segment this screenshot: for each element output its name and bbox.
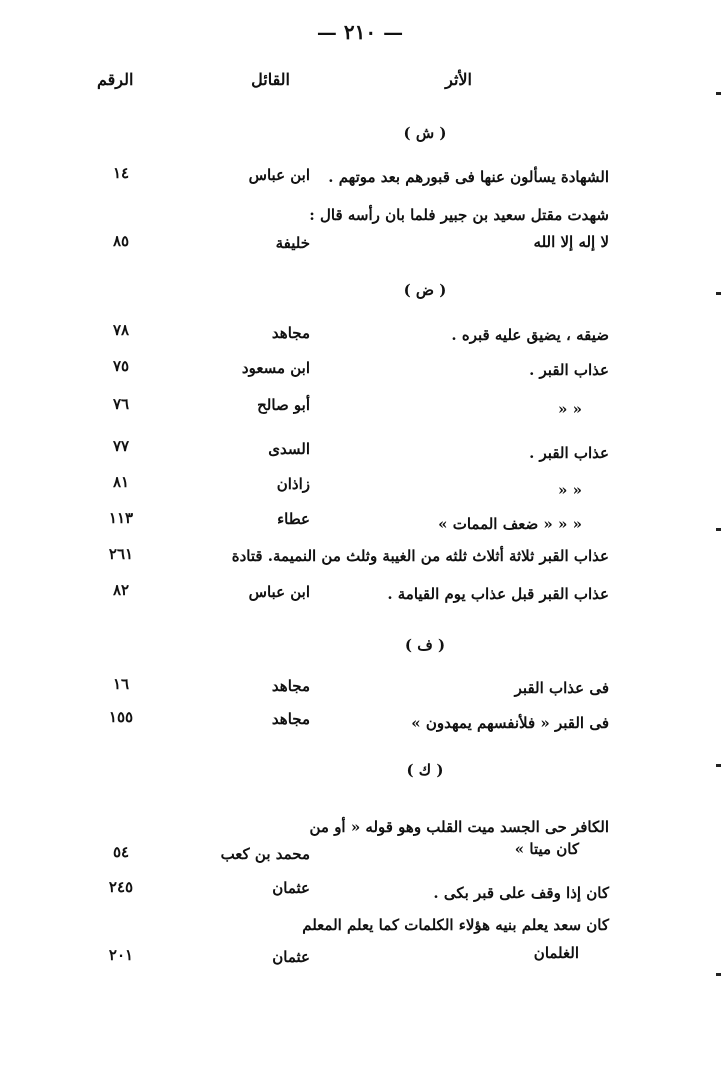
entry-qaail: ابن مسعود <box>241 359 310 377</box>
entry-raqm: ٢٦١ <box>108 545 134 563</box>
athar-line: « « <box>558 481 582 499</box>
scan-edge-mark <box>716 528 721 531</box>
entry-qaail: مجاهد <box>271 710 310 728</box>
scan-edge-mark <box>716 764 721 767</box>
athar-line: عذاب القبر قبل عذاب يوم القيامة . <box>387 585 609 603</box>
athar-line: ضيقه ، يضيق عليه قبره . <box>451 326 609 344</box>
entry-raqm: ١١٣ <box>108 509 134 527</box>
athar-line: كان سعد يعلم بنيه هؤلاء الكلمات كما يعلم المعلم <box>302 916 609 934</box>
entry-raqm: ١٦ <box>112 675 130 693</box>
entry-raqm: ٧٦ <box>112 395 130 413</box>
header-raqm: الرقم <box>97 70 134 89</box>
entry-athar <box>279 583 609 605</box>
scan-edge-mark <box>716 292 721 295</box>
section-letter-fa: ( ف ) <box>404 636 446 654</box>
athar-line: شهدت مقتل سعيد بن جبير فلما بان رأسه قال : <box>309 206 609 224</box>
entry-raqm: ٢٠١ <box>108 946 134 964</box>
entry-athar <box>279 882 609 904</box>
athar-line: « « <box>558 400 582 418</box>
entry-qaail: أبو صالح <box>257 396 310 414</box>
entry-qaail: عثمان <box>272 948 310 966</box>
entry-raqm: ٢٤٥ <box>108 878 134 896</box>
athar-line: عذاب القبر ثلاثة أثلاث ثلثه من الغيبة وثلث من النميمة. قتادة <box>231 547 609 565</box>
entry-raqm: ١٤ <box>112 164 130 182</box>
entry-raqm: ٧٥ <box>112 357 130 375</box>
entry-qaail: مجاهد <box>271 677 310 695</box>
entry-qaail: عطاء <box>277 510 310 528</box>
entry-raqm: ٧٧ <box>112 437 130 455</box>
entry-qaail: محمد بن كعب <box>220 845 310 863</box>
page-number: — ٢١٠ — <box>316 20 404 44</box>
entry-athar <box>279 712 609 734</box>
entry-athar <box>279 359 609 381</box>
entry-athar <box>279 677 609 699</box>
entry-athar <box>279 204 609 253</box>
entry-athar <box>279 166 609 188</box>
athar-line: فى القبر « فلأنفسهم يمهدون » <box>411 714 609 732</box>
entry-raqm: ١٥٥ <box>108 708 134 726</box>
athar-line: الشهادة يسألون عنها فى قبورهم بعد موتهم . <box>328 168 609 186</box>
entry-qaail: خليفة <box>275 234 310 252</box>
entry-raqm: ٨٢ <box>112 581 130 599</box>
entry-qaail: عثمان <box>272 879 310 897</box>
entry-qaail: زاذان <box>276 475 310 493</box>
scan-edge-mark <box>716 92 721 95</box>
athar-line: كان ميتا » <box>514 840 579 858</box>
entry-qaail: السدى <box>268 440 310 458</box>
entry-raqm: ٨٥ <box>112 232 130 250</box>
athar-line: عذاب القبر . <box>529 444 609 462</box>
athar-line: الغلمان <box>533 944 579 962</box>
entry-athar <box>279 442 609 464</box>
entry-qaail: ابن عباس <box>248 166 310 184</box>
entry-raqm: ٨١ <box>112 473 130 491</box>
entry-qaail: ابن عباس <box>248 583 310 601</box>
entry-athar <box>209 545 609 567</box>
athar-line: « « « ضعف الممات » <box>438 515 582 533</box>
entry-raqm: ٧٨ <box>112 321 130 339</box>
entry-athar <box>279 914 609 964</box>
entry-athar <box>279 324 609 346</box>
entry-athar <box>279 816 609 860</box>
athar-line: الكافر حى الجسد ميت القلب وهو قوله « أو من <box>309 818 609 836</box>
athar-line: كان إذا وقف على قبر بكى . <box>433 884 609 902</box>
header-qaail: القائل <box>251 70 290 89</box>
scan-edge-mark <box>716 973 721 976</box>
entry-raqm: ٥٤ <box>112 843 130 861</box>
athar-line: عذاب القبر . <box>529 361 609 379</box>
section-letter-kaf: ( ك ) <box>406 761 444 779</box>
section-letter-dad: ( ض ) <box>403 281 447 299</box>
header-athar: الأثر <box>445 70 472 89</box>
athar-line: فى عذاب القبر <box>514 679 609 697</box>
entry-qaail: مجاهد <box>271 324 310 342</box>
section-letter-shin: ( ش ) <box>403 124 447 142</box>
athar-line: لا إله إلا الله <box>533 233 609 251</box>
